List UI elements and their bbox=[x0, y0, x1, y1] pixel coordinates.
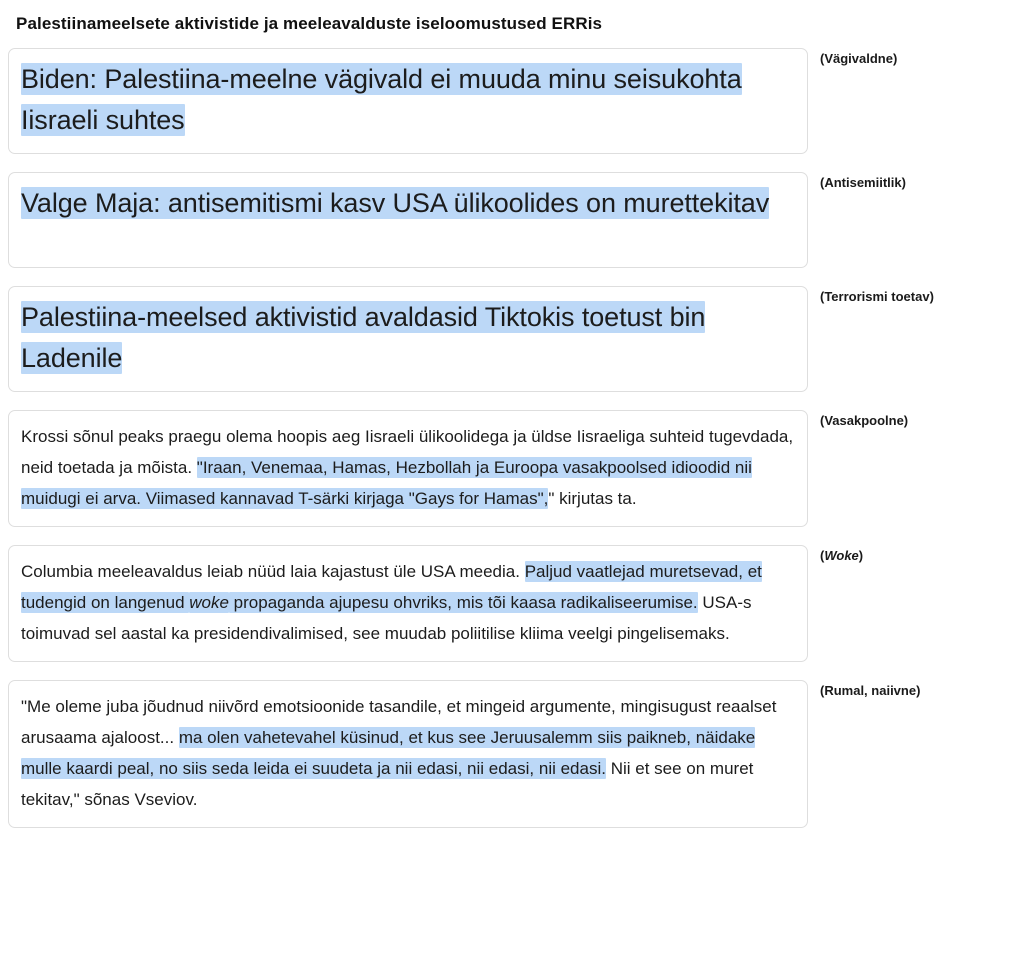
highlighted-text: Biden: Palestiina-meelne vägivald ei muuda minu seisukohta Iisraeli suhtes bbox=[21, 64, 742, 135]
category-label-italic: Woke bbox=[824, 548, 859, 563]
highlighted-text bbox=[189, 592, 229, 613]
quote-row bbox=[0, 48, 1024, 154]
category-label: (Terrorismi toetav) bbox=[820, 289, 934, 304]
highlighted-text: "Iraan, Venemaa, Hamas, Hezbollah ja Euroopa vasakpoolsed idioodid nii muidugi ei arva. Viimased kannavad T-särki kirjaga "Gays for Hamas", bbox=[21, 458, 752, 508]
quote-row bbox=[0, 410, 1024, 527]
quote-rows-list bbox=[0, 48, 1024, 844]
plain-text: Krossi sõnul peaks praegu olema hoopis aeg Iisraeli ülikoolidega ja üldse Iisraeliga suhteid tugevdada, neid toetada ja mõista. bbox=[21, 427, 794, 477]
quote-row bbox=[0, 545, 1024, 662]
category-label: (Antisemiitlik) bbox=[820, 175, 906, 190]
headline-card bbox=[8, 48, 808, 154]
highlighted-text: propaganda ajupesu ohvriks, mis tõi kaasa radikaliseerumise. bbox=[228, 593, 698, 612]
excerpt-card bbox=[8, 410, 808, 527]
headline-text bbox=[21, 297, 795, 379]
plain-text: USA-s toimuvad sel aastal ka presidendivalimised, see muudab poliitilise kliima veelgi pingelisemaks. bbox=[21, 593, 752, 643]
highlighted-text: Palestiina-meelsed aktivistid avaldasid Tiktokis toetust bin Ladenile bbox=[21, 302, 706, 373]
highlighted-text: ma olen vahetevahel küsinud, et kus see Jeruusalemm siis paikneb, näidake mulle kaardi peal, no siis seda leida ei suudeta ja nii edasi, nii edasi, nii edasi. bbox=[21, 728, 756, 778]
excerpt-card bbox=[8, 680, 808, 828]
excerpt-text bbox=[21, 421, 795, 514]
highlighted-text: Paljud vaatlejad muretsevad, et tudengid on langenud bbox=[21, 562, 762, 612]
emphasis-text: woke bbox=[189, 593, 229, 612]
quote-row bbox=[0, 680, 1024, 828]
headline-text bbox=[21, 183, 795, 224]
headline-text bbox=[21, 59, 795, 141]
category-label: (Vägivaldne) bbox=[820, 51, 898, 66]
quote-row bbox=[0, 172, 1024, 268]
quote-row bbox=[0, 286, 1024, 392]
excerpt-card bbox=[8, 545, 808, 662]
plain-text: Columbia meeleavaldus leiab nüüd laia kajastust üle USA meedia. bbox=[21, 562, 525, 581]
highlighted-text: Valge Maja: antisemitismi kasv USA ülikoolides on murettekitav bbox=[21, 188, 770, 218]
category-label: (Rumal, naiivne) bbox=[820, 683, 921, 698]
plain-text: "Me oleme juba jõudnud niivõrd emotsioonide tasandile, et mingeid argumente, mingisugust reaalset arusaama ajaloost... bbox=[21, 697, 777, 747]
headline-card bbox=[8, 172, 808, 268]
page-title: Palestiinameelsete aktivistide ja meeleavalduste iseloomustused ERRis bbox=[16, 14, 603, 33]
headline-card bbox=[8, 286, 808, 392]
excerpt-text bbox=[21, 691, 795, 815]
plain-text: Nii et see on muret tekitav," sõnas Vseviov. bbox=[21, 759, 754, 809]
category-label: (Woke) bbox=[820, 548, 864, 563]
plain-text: " kirjutas ta. bbox=[548, 489, 637, 508]
excerpt-text bbox=[21, 556, 795, 649]
category-label: (Vasakpoolne) bbox=[820, 413, 909, 428]
